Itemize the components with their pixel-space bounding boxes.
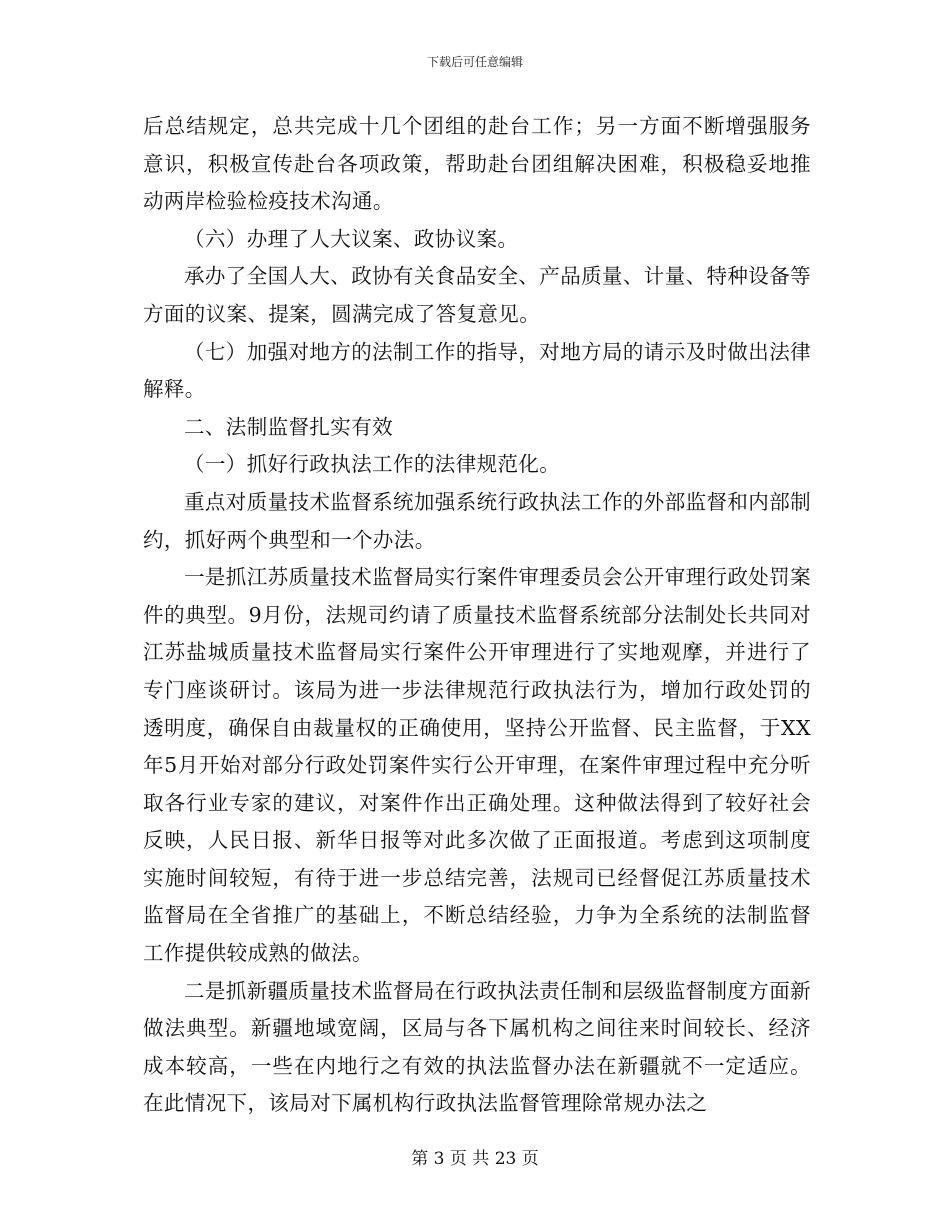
paragraph-focus: 重点对质量技术监督系统加强系统行政执法工作的外部监督和内部制约，抓好两个典型和一个办法。: [143, 489, 811, 552]
section-heading-2: 二、法制监督扎实有效: [184, 414, 393, 439]
page-number-footer: 第 3 页 共 23 页: [411, 1149, 539, 1169]
paragraph-item-6-body: 承办了全国人大、政协有关食品安全、产品质量、计量、特种设备等方面的议案、提案，圆满完成了答复意见。: [143, 264, 811, 326]
paragraph-item-6-heading: （六）办理了人大议案、政协议案。: [184, 226, 519, 251]
paragraph-item-7: （七）加强对地方的法制工作的指导，对地方局的请示及时做出法律解释。: [143, 339, 811, 402]
subsection-heading-1: （一）抓好行政执法工作的法律规范化。: [184, 452, 561, 477]
paragraph-jiangsu: 一是抓江苏质量技术监督局实行案件审理委员会公开审理行政处罚案件的典型。9月份，法规司约请了质量技术监督系统部分法制处长共同对江苏盐城质量技术监督局实行案件公开审理进行了实地观摩，并进行了专门座谈研讨。该局为进一步法律规范行政执法行为，增加行政处罚的透明度，确保自由裁量权的正确使用，坚持公开监督、民主监督，于XX年5月开始对部分行政处罚案件实行公开审理，在案件审理过程中充分听取各行业专家的建议，对案件作出正确处理。这种做法得到了较好社会反映，人民日报、新华日报等对此多次做了正面报道。考虑到这项制度实施时间较短，有待于进一步总结完善，法规司已经督促江苏质量技术监督局在全省推广的基础上，不断总结经验，力争为全系统的法制监督工作提供较成熟的做法。: [143, 565, 811, 966]
document-body: [143, 108, 811, 1123]
paragraph-xinjiang: 二是抓新疆质量技术监督局在行政执法责任制和层级监督制度方面新做法典型。新疆地域宽阔，区局与各下属机构之间往来时间较长、经济成本较高，一些在内地行之有效的执法监督办法在新疆就不一定适应。在此情况下，该局对下属机构行政执法监督管理除常规办法之: [143, 978, 811, 1116]
paragraph-continuation: 后总结规定，总共完成十几个团组的赴台工作；另一方面不断增强服务意识，积极宣传赴台各项政策，帮助赴台团组解决困难，积极稳妥地推动两岸检验检疫技术沟通。: [143, 114, 811, 214]
page-header-note: 下载后可任意编辑: [426, 55, 523, 69]
